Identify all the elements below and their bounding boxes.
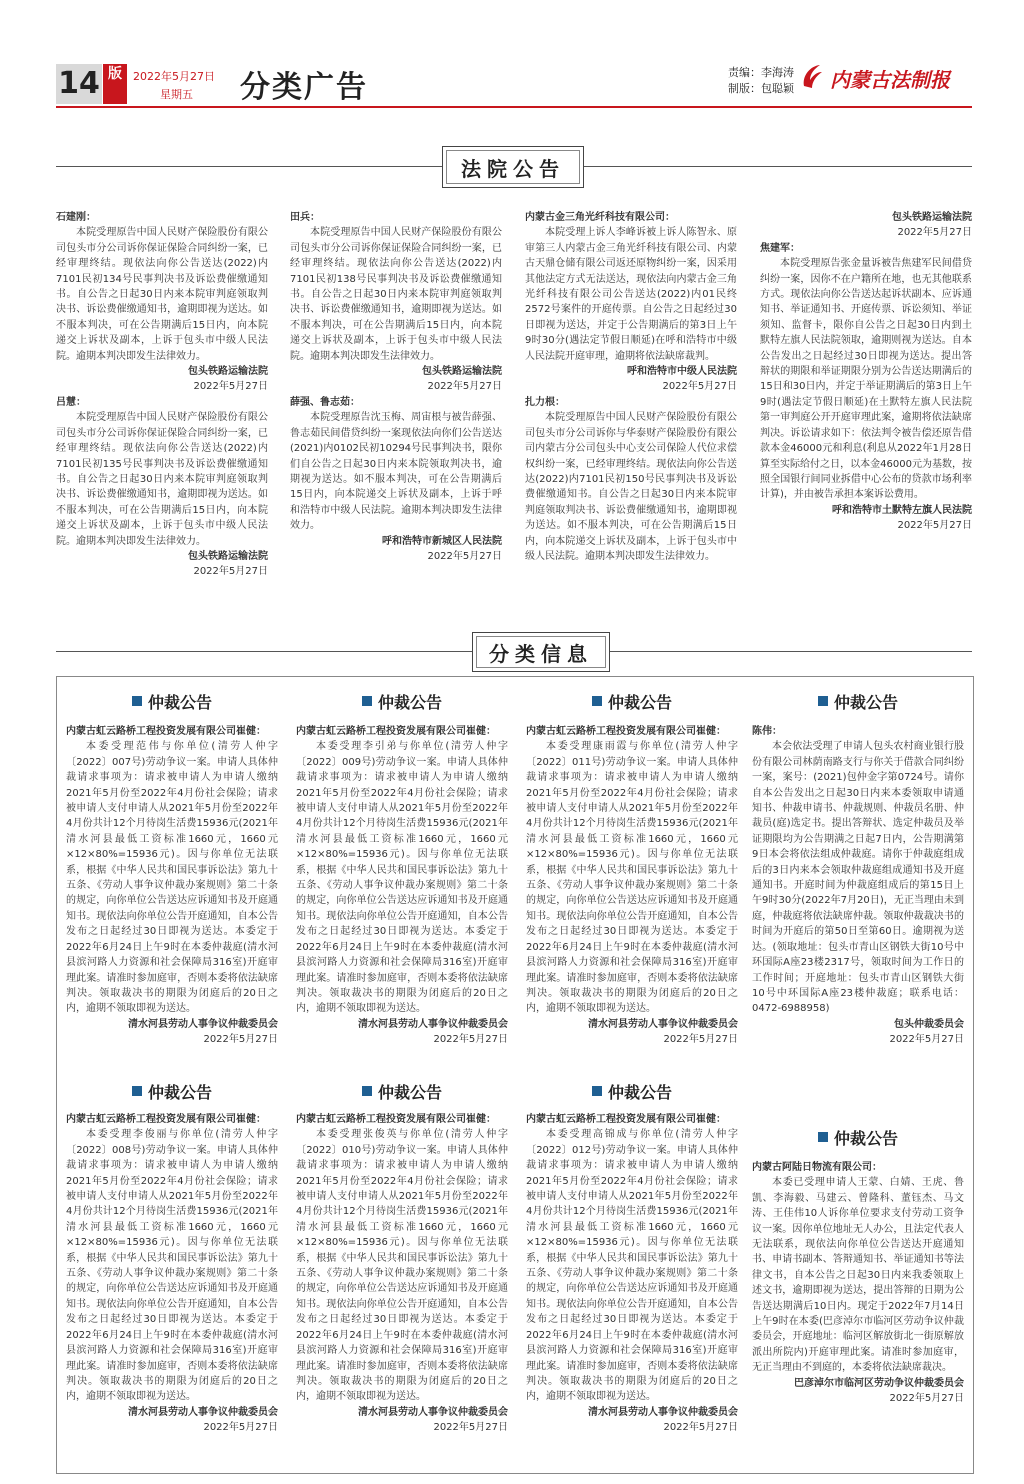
- notice-addressee: 石建刚：: [56, 212, 96, 223]
- square-bullet-icon: [132, 1086, 142, 1096]
- notice-body: 本委受理张俊英与你单位(清劳人仲字〔2022〕010号)劳动争议一案。申请人具体仲裁请求事项为：请求被申请人为申请人缴纳2021年5月份至2022年4月份社会保险；请求被申请人支付申请人从2021年5月份至2022年4月份共计12个月待岗生活费15936元(2021年清水河县最低工资标准1660元，1660元×12×80%=15936元)。因与你单位无法联系，根据《中华人民共和国民事诉讼法》第九十五条、《劳动人事争议仲裁办案规则》第二十条的规定，向你单位公告送达应诉通知书及开庭通知书。现依法向你单位公告开庭通知，自本公告发布之日起经过30日即视为送达。本委定于2022年6月24日上午9时在本委仲裁庭(清水河县滨河路人力资源和社会保障局316室)开庭审理此案。请准时参加庭审，否则本委将依法缺席判决。领取裁决书的期限为闭庭后的20日之内，逾期不领取即视为送达。: [296, 1129, 508, 1403]
- notice-addressee: 内蒙古阿陆日物流有限公司：: [752, 1162, 882, 1173]
- notice-body: 本院受理原告中国人民财产保险股份有限公司包头市分公司诉你保证保险合同纠纷一案，已经审理终结。现依法向你公告送达(2022)内7101民初134号民事判决书及诉讼费催缴通知书。自公告之日起30日内来本院审判庭领取判决书、诉讼费催缴通知书，逾期即视为送达。如不服本判决，可在公告期满后15日内，向本院递交上诉状及副本，上诉于包头市中级人民法院。逾期本判决即发生法律效力。: [56, 227, 268, 362]
- notice-body: 本委受理李引弟与你单位(清劳人仲字〔2022〕009号)劳动争议一案。申请人具体仲裁请求事项为：请求被申请人为申请人缴纳2021年5月份至2022年4月份社会保险；请求被申请人支付申请人从2021年5月份至2022年4月份共计12个月待岗生活费15936元(2021年清水河县最低工资标准1660元，1660元×12×80%=15936元)。因与你单位无法联系，根据《中华人民共和国民事诉讼法》第九十五条、《劳动人事争议仲裁办案规则》第二十条的规定，向你单位公告送达应诉通知书及开庭通知书。现依法向你单位公告开庭通知，自本公告发布之日起经过30日即视为送达。本委定于2022年6月24日上午9时在本委仲裁庭(清水河县滨河路人力资源和社会保障局316室)开庭审理此案。请准时参加庭审，否则本委将依法缺席判决。领取裁决书的期限为闭庭后的20日之内，逾期不领取即视为送达。: [296, 741, 508, 1015]
- arbitration-notice: [66, 1112, 278, 1436]
- arbitration-heading: [66, 688, 278, 714]
- notice-addressee: 焦建军：: [760, 242, 800, 254]
- arbitration-notice: [66, 724, 278, 1048]
- issue-weekday: 星期五: [160, 88, 193, 101]
- notice-body: 本院受理原告中国人民财产保险股份有限公司包头市分公司诉你与华泰财产保险股份有限公司内蒙古分公司包头中心支公司保险人代位求偿权纠纷一案，已经审理终结。现依法向你公告送达(2022)内7101民初150号民事判决书及诉讼费催缴通知书。自公告之日起30日内来本院审判庭领取判决书、诉讼费催缴通知书，逾期即视为送达。如不服本判决，可在公告期满后15日内，向本院递交上诉状及副本，上诉于包头市中级人民法院。逾期本判决即发生法律效力。: [525, 412, 737, 562]
- notice-org: 清水河县劳动人事争议仲裁委员会: [128, 1406, 278, 1418]
- notice-org: 清水河县劳动人事争议仲裁委员会: [128, 1018, 278, 1030]
- notice-addressee: 内蒙古虹云路桥工程投资发展有限公司崔健：: [66, 1114, 266, 1125]
- notice-addressee: 内蒙古金三角光纤科技有限公司：: [525, 212, 675, 223]
- notice-body: 本委受理高锦成与你单位(清劳人仲字〔2022〕012号)劳动争议一案。申请人具体仲裁请求事项为：请求被申请人为申请人缴纳2021年5月份至2022年4月份社会保险；请求被申请人支付申请人从2021年5月份至2022年4月份共计12个月待岗生活费15936元(2021年清水河县最低工资标准1660元，1660元×12×80%=15936元)。因与你单位无法联系，根据《中华人民共和国民事诉讼法》第九十五条、《劳动人事争议仲裁办案规则》第二十条的规定，向你单位公告送达应诉通知书及开庭通知书。现依法向你单位公告开庭通知，自本公告发布之日起经过30日即视为送达。本委定于2022年6月24日上午9时在本委仲裁庭(清水河县滨河路人力资源和社会保障局316室)开庭审理此案。请准时参加庭审，否则本委将依法缺席判决。领取裁决书的期限为闭庭后的20日之内，逾期不领取即视为送达。: [526, 1129, 738, 1403]
- section-banner-court: [442, 146, 584, 188]
- notice-body: 本委受理范伟与你单位(清劳人仲字〔2022〕007号)劳动争议一案。申请人具体仲裁请求事项为：请求被申请人为申请人缴纳2021年5月份至2022年4月份社会保险；请求被申请人支付申请人从2021年5月份至2022年4月份共计12个月待岗生活费15936元(2021年清水河县最低工资标准1660元，1660元×12×80%=15936元)。因与你单位无法联系，根据《中华人民共和国民事诉讼法》第九十五条、《劳动人事争议仲裁办案规则》第二十条的规定，向你单位公告送达应诉通知书及开庭通知书。现依法向你单位公告开庭通知，自本公告发布之日起经过30日即视为送达。本委定于2022年6月24日上午9时在本委仲裁庭(清水河县滨河路人力资源和社会保障局316室)开庭审理此案。请准时参加庭审，否则本委将依法缺席判决。领取裁决书的期限为闭庭后的20日之内，逾期不领取即视为送达。: [66, 741, 278, 1015]
- header-rule: [56, 106, 972, 108]
- notice-body: 本委受理康雨霞与你单位(清劳人仲字〔2022〕011号)劳动争议一案。申请人具体仲裁请求事项为：请求被申请人为申请人缴纳2021年5月份至2022年4月份社会保险；请求被申请人支付申请人从2021年5月份至2022年4月份共计12个月待岗生活费15936元(2021年清水河县最低工资标准1660元，1660元×12×80%=15936元)。因与你单位无法联系，根据《中华人民共和国民事诉讼法》第九十五条、《劳动人事争议仲裁办案规则》第二十条的规定，向你单位公告送达应诉通知书及开庭通知书。现依法向你单位公告开庭通知，自本公告发布之日起经过30日即视为送达。本委定于2022年6月24日上午9时在本委仲裁庭(清水河县滨河路人力资源和社会保障局316室)开庭审理此案。请准时参加庭审，否则本委将依法缺席判决。领取裁决书的期限为闭庭后的20日之内，逾期不领取即视为送达。: [526, 741, 738, 1015]
- arbitration-heading: [296, 688, 508, 714]
- arbitration-heading: [296, 1078, 508, 1104]
- arbitration-heading: [526, 1078, 738, 1104]
- notice-date: 2022年5月27日: [663, 1034, 738, 1046]
- notice-date: 2022年5月27日: [427, 550, 502, 562]
- arbitration-heading-label: 仲裁公告: [147, 692, 212, 712]
- court-column-1: [56, 210, 268, 580]
- page-number-suffix: 版: [103, 64, 127, 104]
- notice-body: 本院受理上诉人李峰诉被上诉人陈智永、原审第三人内蒙古金三角光纤科技有限公司、内蒙古天鼎仓储有限公司返还原物纠纷一案，因采用其他法定方式无法送达，现依法向内蒙古金三角光纤科技有限公司公告送达(2022)内01民终2572号案件的开庭传票。自公告之日起经过30日即视为送达，并定于公告期满后的第3日上午9时30分(遇法定节假日顺延)在呼和浩特市中级人民法院开庭审理，逾期将依法缺席裁判。: [525, 227, 737, 362]
- notice-date: 2022年5月27日: [662, 381, 737, 393]
- arbitration-heading: [752, 688, 964, 714]
- arbitration-heading-label: 仲裁公告: [377, 1082, 442, 1102]
- notice-date: 2022年5月27日: [193, 381, 268, 393]
- arbitration-heading: [66, 1078, 278, 1104]
- notice-body: 本院受理原告中国人民财产保险股份有限公司包头市分公司诉你保证保险合同纠纷一案，已经审理终结。现依法向你公告送达(2022)内7101民初138号民事判决书及诉讼费催缴通知书。自公告之日起30日内来本院审判庭领取判决书、诉讼费催缴通知书，逾期即视为送达。如不服本判决，可在公告期满后15日内，向本院递交上诉状及副本，上诉于包头市中级人民法院。逾期本判决即发生法律效力。: [290, 227, 502, 362]
- notice-addressee: 吕慧：: [56, 396, 86, 408]
- arbitration-heading: [752, 1124, 964, 1150]
- notice-date: 2022年5月27日: [897, 227, 972, 239]
- page-number: 14: [56, 64, 102, 104]
- notice-court: 包头铁路运输法院: [188, 550, 268, 562]
- square-bullet-icon: [818, 1132, 828, 1142]
- notice-court: 包头铁路运输法院: [422, 366, 502, 378]
- arbitration-notice: [752, 724, 964, 1048]
- section-banner-classified: [472, 632, 610, 672]
- section-divider-left: [56, 651, 472, 652]
- notice-addressee: 扎力根：: [525, 396, 565, 408]
- notice-addressee: 内蒙古虹云路桥工程投资发展有限公司崔健：: [296, 1114, 496, 1125]
- notice-date: 2022年5月27日: [897, 520, 972, 532]
- notice-body: 本院受理原告沈玉梅、周宙根与被告薛强、鲁志茹民间借贷纠纷一案现依法向你们公告送达(2021)内0102民初10294号民事判决书，限你们自公告之日起30日内来本院领取判决书，逾期视为送达。如不服本判决，可在公告期满后15日内，向本院递交上诉状及副本，上诉于呼和浩特市中级人民法院。逾期本判决即发生法律效力。: [290, 412, 502, 532]
- notice-addressee: 内蒙古虹云路桥工程投资发展有限公司崔健：: [526, 1114, 726, 1125]
- notice-date: 2022年5月27日: [203, 1422, 278, 1434]
- notice-org: 巴彦淖尔市临河区劳动争议仲裁委员会: [794, 1377, 964, 1389]
- section-banner-court-label: 法院公告: [446, 150, 580, 184]
- notice-court: 呼和浩特市新城区人民法院: [382, 535, 502, 547]
- notice-org: 包头仲裁委员会: [894, 1018, 964, 1030]
- page-section-title: 分类广告: [240, 70, 368, 105]
- notice-date: 2022年5月27日: [663, 1422, 738, 1434]
- notice-court: 呼和浩特市中级人民法院: [627, 366, 737, 378]
- editor-credit: 责编：李海涛: [728, 66, 794, 79]
- court-column-2: [290, 210, 502, 564]
- notice-body: 本院受理原告张金量诉被告焦建军民间借贷纠纷一案，因你不在户籍所在地，也无其他联系方式。现依法向你公告送达起诉状副本、应诉通知书、举证通知书、开庭传票、诉讼须知、举证须知、监督卡，限你自公告之日起30日内到土默特左旗人民法院领取，逾期则视为送达。自本公告发出之日起经过30日即视为送达。提出答辩状的期限和举证期限分别为公告送达期满后的15日和30日内，并定于举证期满后的第3日上午9时(遇法定节假日顺延)在土默特左旗人民法院第一审判庭公开开庭审理此案，逾期将依法缺席判决。诉讼请求如下：依法判令被告偿还原告借款本金46000元和利息(利息从2022年1月28日算至实际给付之日，以本金46000元为基数，按照全国银行间同业拆借中心公布的贷款市场利率计算)，并由被告承担本案诉讼费用。: [760, 258, 972, 501]
- notice-date: 2022年5月27日: [889, 1034, 964, 1046]
- arbitration-heading-label: 仲裁公告: [147, 1082, 212, 1102]
- court-column-4: [760, 210, 972, 534]
- notice-date: 2022年5月27日: [193, 566, 268, 578]
- notice-body: 本院受理原告中国人民财产保险股份有限公司包头市分公司诉你保证保险合同纠纷一案，已经审理终结。现依法向你公告送达(2022)内7101民初135号民事判决书及诉讼费催缴通知书。自公告之日起30日内来本院审判庭领取判决书、诉讼费催缴通知书，逾期即视为送达。如不服本判决，可在公告期满后15日内，向本院递交上诉状及副本，上诉于包头市中级人民法院。逾期本判决即发生法律效力。: [56, 412, 268, 547]
- arbitration-heading-label: 仲裁公告: [833, 1128, 898, 1148]
- arbitration-notice: [526, 1112, 738, 1436]
- court-column-3: [525, 210, 737, 564]
- notice-court: 呼和浩特市土默特左旗人民法院: [832, 504, 972, 516]
- notice-org: 清水河县劳动人事争议仲裁委员会: [588, 1406, 738, 1418]
- notice-date: 2022年5月27日: [203, 1034, 278, 1046]
- notice-addressee: 田兵：: [290, 212, 320, 223]
- notice-court: 包头铁路运输法院: [892, 212, 972, 223]
- section-banner-classified-label: 分类信息: [476, 636, 606, 668]
- notice-addressee: 内蒙古虹云路桥工程投资发展有限公司崔健：: [296, 726, 496, 737]
- notice-body: 本会依法受理了申请人包头农村商业银行股份有限公司林荫南路支行与你关于借款合同纠纷一案，案号：(2021)包仲金字第0724号。请你自本公告发出之日起30日内来本委领取申请通知书、仲裁申请书、仲裁规则、仲裁员名册、仲裁员(庭)选定书。提出答辩状、选定仲裁员及举证期限均为公告期满之日起7日内，公告期满第9日本会将依法组成仲裁庭。请你于仲裁庭组成后的3日内来本会领取仲裁庭组成通知书及开庭通知书。开庭时间为仲裁庭组成后的第15日上午9时30分(2022年7月20日)，无正当理由未到庭，仲裁庭将依法缺席仲裁。领取仲裁裁决书的时间为开庭后的第50日至第60日。逾期视为送达。(领取地址：包头市青山区钢铁大街10号中环国际A座23楼2317号，领取时间为工作日的工作时间；开庭地址：包头市青山区钢铁大街10号中环国际A座23楼仲裁庭；联系电话：0472-6988958): [752, 741, 964, 1015]
- section-divider-right: [582, 166, 972, 167]
- arbitration-notice: [296, 724, 508, 1048]
- notice-addressee: 薛强、鲁志茹：: [290, 396, 360, 408]
- square-bullet-icon: [362, 1086, 372, 1096]
- notice-date: 2022年5月27日: [889, 1393, 964, 1405]
- notice-court: 包头铁路运输法院: [188, 366, 268, 378]
- square-bullet-icon: [132, 696, 142, 706]
- arbitration-heading-label: 仲裁公告: [377, 692, 442, 712]
- notice-date: 2022年5月27日: [433, 1422, 508, 1434]
- notice-org: 清水河县劳动人事争议仲裁委员会: [358, 1406, 508, 1418]
- layout-credit: 制版：包聪颖: [728, 82, 794, 95]
- square-bullet-icon: [818, 696, 828, 706]
- notice-org: 清水河县劳动人事争议仲裁委员会: [588, 1018, 738, 1030]
- arbitration-notice: [752, 1160, 964, 1407]
- brand-swirl-icon: [800, 62, 824, 90]
- arbitration-notice: [526, 724, 738, 1048]
- issue-date: 2022年5月27日: [133, 70, 215, 83]
- notice-addressee: 内蒙古虹云路桥工程投资发展有限公司崔健：: [66, 726, 266, 737]
- square-bullet-icon: [592, 696, 602, 706]
- square-bullet-icon: [592, 1086, 602, 1096]
- section-divider-left: [56, 166, 442, 167]
- arbitration-notice: [296, 1112, 508, 1436]
- arbitration-heading: [526, 688, 738, 714]
- arbitration-heading-label: 仲裁公告: [607, 1082, 672, 1102]
- notice-addressee: 内蒙古虹云路桥工程投资发展有限公司崔健：: [526, 726, 726, 737]
- notice-date: 2022年5月27日: [427, 381, 502, 393]
- square-bullet-icon: [362, 696, 372, 706]
- notice-body: 本委已受理申请人王蒙、白婧、王虎、鲁凯、李海毅、马建云、曾隆科、董钰杰、马文涛、王佳伟10人诉你单位要求支付劳动工资争议一案。因你单位地址无人办公，且法定代表人无法联系，现依法向你单位公告送达开庭通知书、申请书副本、答辩通知书、举证通知书等法律文书，自本公告之日起30日内来我委领取上述文书，逾期即视为送达，提出答辩的日期为公告送达期满后10日内。现定于2022年7月14日上午9时在本委(巴彦淖尔市临河区劳动争议仲裁委员会，开庭地址：临河区解放街北一街原解放派出所院内)开庭审理此案。请准时参加庭审，无正当理由不到庭的，本委将依法缺席裁决。: [752, 1177, 964, 1374]
- notice-body: 本委受理李俊丽与你单位(清劳人仲字〔2022〕008号)劳动争议一案。申请人具体仲裁请求事项为：请求被申请人为申请人缴纳2021年5月份至2022年4月份社会保险；请求被申请人支付申请人从2021年5月份至2022年4月份共计12个月待岗生活费15936元(2021年清水河县最低工资标准1660元，1660元×12×80%=15936元)。因与你单位无法联系，根据《中华人民共和国民事诉讼法》第九十五条、《劳动人事争议仲裁办案规则》第二十条的规定，向你单位公告送达应诉通知书及开庭通知书。现依法向你单位公告开庭通知，自本公告发布之日起经过30日即视为送达。本委定于2022年6月24日上午9时在本委仲裁庭(清水河县滨河路人力资源和社会保障局316室)开庭审理此案。请准时参加庭审，否则本委将依法缺席判决。领取裁决书的期限为闭庭后的20日之内，逾期不领取即视为送达。: [66, 1129, 278, 1403]
- arbitration-heading-label: 仲裁公告: [833, 692, 898, 712]
- notice-addressee: 陈伟：: [752, 726, 782, 737]
- notice-org: 清水河县劳动人事争议仲裁委员会: [358, 1018, 508, 1030]
- arbitration-heading-label: 仲裁公告: [607, 692, 672, 712]
- section-divider-right: [608, 651, 972, 652]
- notice-date: 2022年5月27日: [433, 1034, 508, 1046]
- newspaper-logo: 内蒙古法制报: [830, 68, 950, 92]
